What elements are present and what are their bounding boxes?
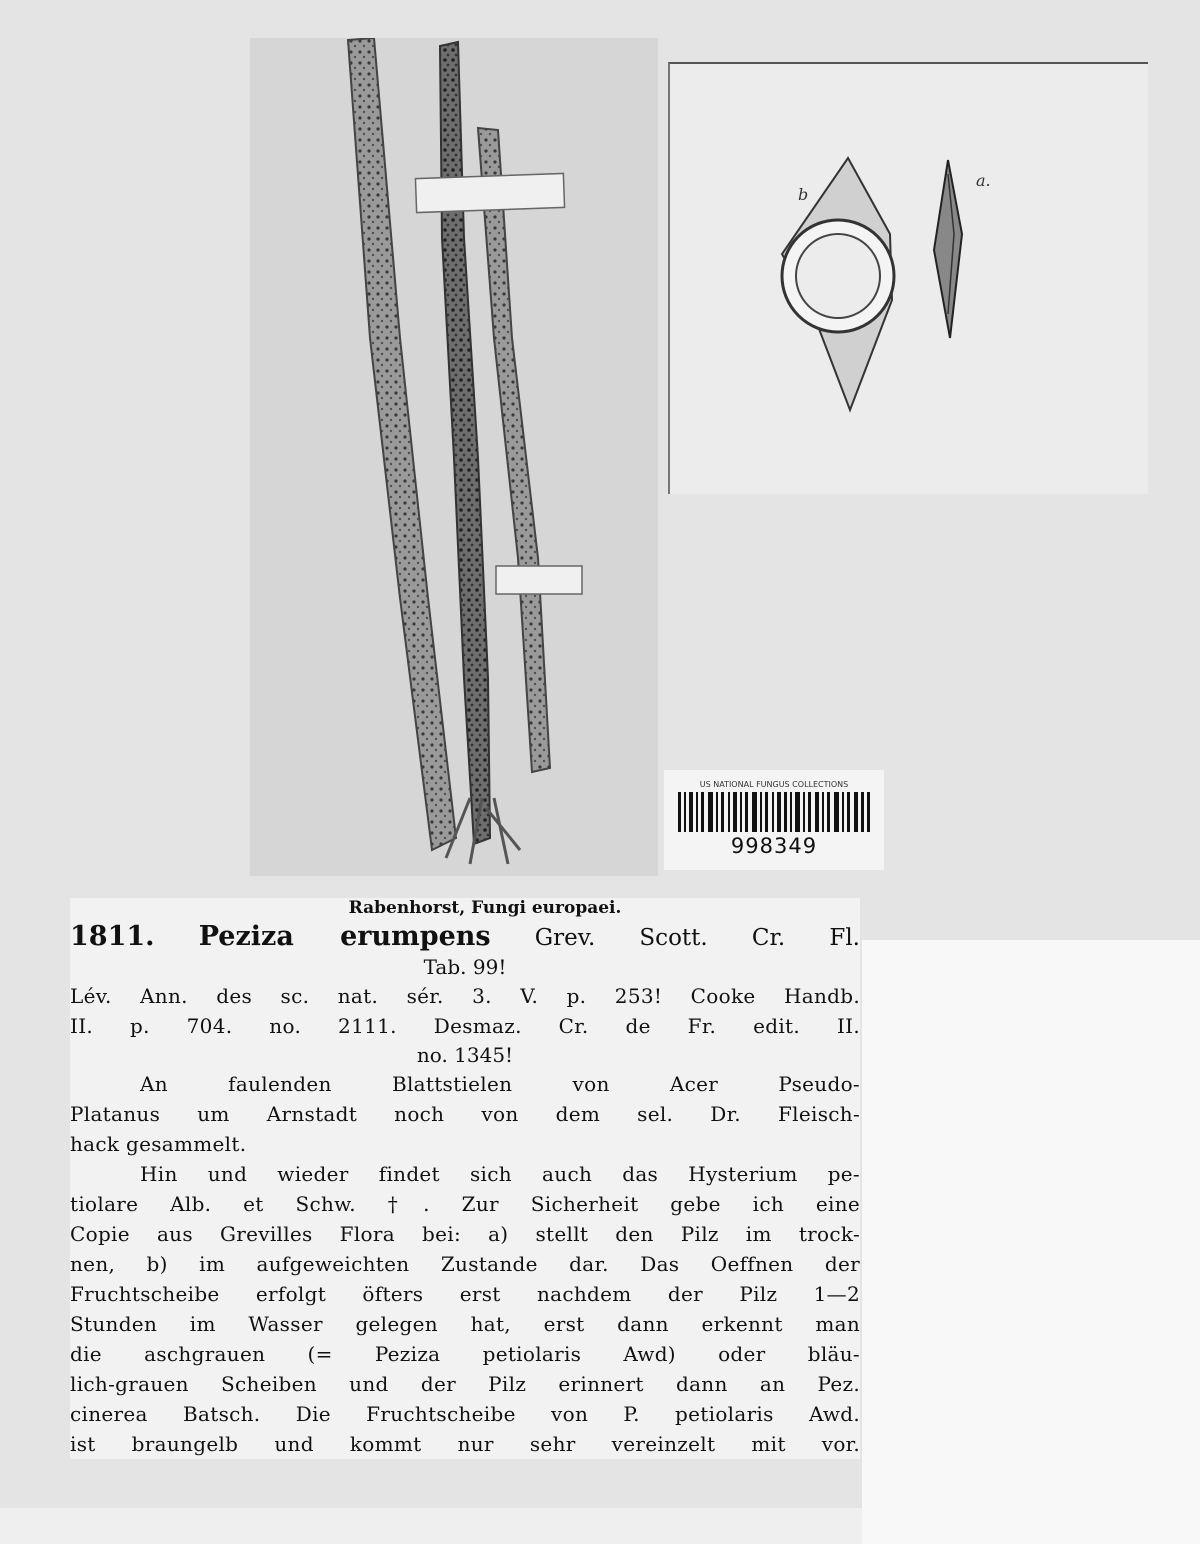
ascoma-drawing (670, 64, 1148, 494)
species-name: Peziza erumpens (198, 921, 491, 952)
note-line: tiolare Alb. et Schw. †. Zur Sicherheit gebe ich eine (70, 1192, 860, 1216)
plate-reference: Tab. 99! (423, 955, 507, 979)
note-line: lich-grauen Scheiben und der Pilz erinnert dann an Pez. (70, 1372, 860, 1396)
barcode-label (664, 770, 884, 870)
note-line: Copie aus Grevilles Flora bei: a) stellt den Pilz im trock- (70, 1222, 860, 1246)
reference-line: no. 1345! (416, 1043, 514, 1067)
note-line: die aschgrauen (= Peziza petiolaris Awd) oder bläu- (70, 1342, 860, 1366)
specimen-stems-image (250, 38, 658, 876)
reference-line: Lév. Ann. des sc. nat. sér. 3. V. p. 253! Cooke Handb. (70, 984, 860, 1008)
note-line: nen, b) im aufgeweichten Zustande dar. Das Oeffnen der (70, 1252, 860, 1276)
printed-label (70, 898, 860, 1459)
habitat-line: hack gesammelt. (70, 1132, 247, 1156)
sheet-background (862, 940, 1200, 1544)
specimen-photo (250, 38, 658, 876)
sheet-bottom-edge (0, 1508, 862, 1544)
note-line: cinerea Batsch. Die Fruchtscheibe von P. petiolaris Awd. (70, 1402, 860, 1426)
species-authority: Grev. Scott. Cr. Fl. (534, 925, 860, 951)
habitat-line: Platanus um Arnstadt noch von dem sel. Dr. Fleisch- (70, 1102, 860, 1126)
barcode-institution: US NATIONAL FUNGUS COLLECTIONS (699, 780, 849, 789)
barcode-bars (678, 792, 870, 832)
series-title: Rabenhorst, Fungi europaei. (348, 898, 622, 918)
barcode-number: 998349 (730, 834, 818, 858)
note-line: Stunden im Wasser gelegen hat, erst dann erkennt man (70, 1312, 860, 1336)
habitat-line: An faulenden Blattstielen von Acer Pseudo- (140, 1072, 860, 1096)
exsiccata-number: 1811. (70, 921, 155, 952)
reference-line: II. p. 704. no. 2111. Desmaz. Cr. de Fr. edit. II. (70, 1014, 860, 1038)
note-line: ist braungelb und kommt nur sehr vereinzelt mit vor. (70, 1432, 860, 1456)
note-line: Fruchtscheibe erfolgt öfters erst nachdem der Pilz 1—2 (70, 1282, 860, 1306)
illustration-panel (668, 62, 1148, 494)
figure-b-label: b (798, 185, 809, 204)
figure-a-label: a. (976, 171, 991, 190)
species-heading (70, 922, 860, 953)
note-line: Hin und wieder findet sich auch das Hysterium pe- (140, 1162, 860, 1186)
